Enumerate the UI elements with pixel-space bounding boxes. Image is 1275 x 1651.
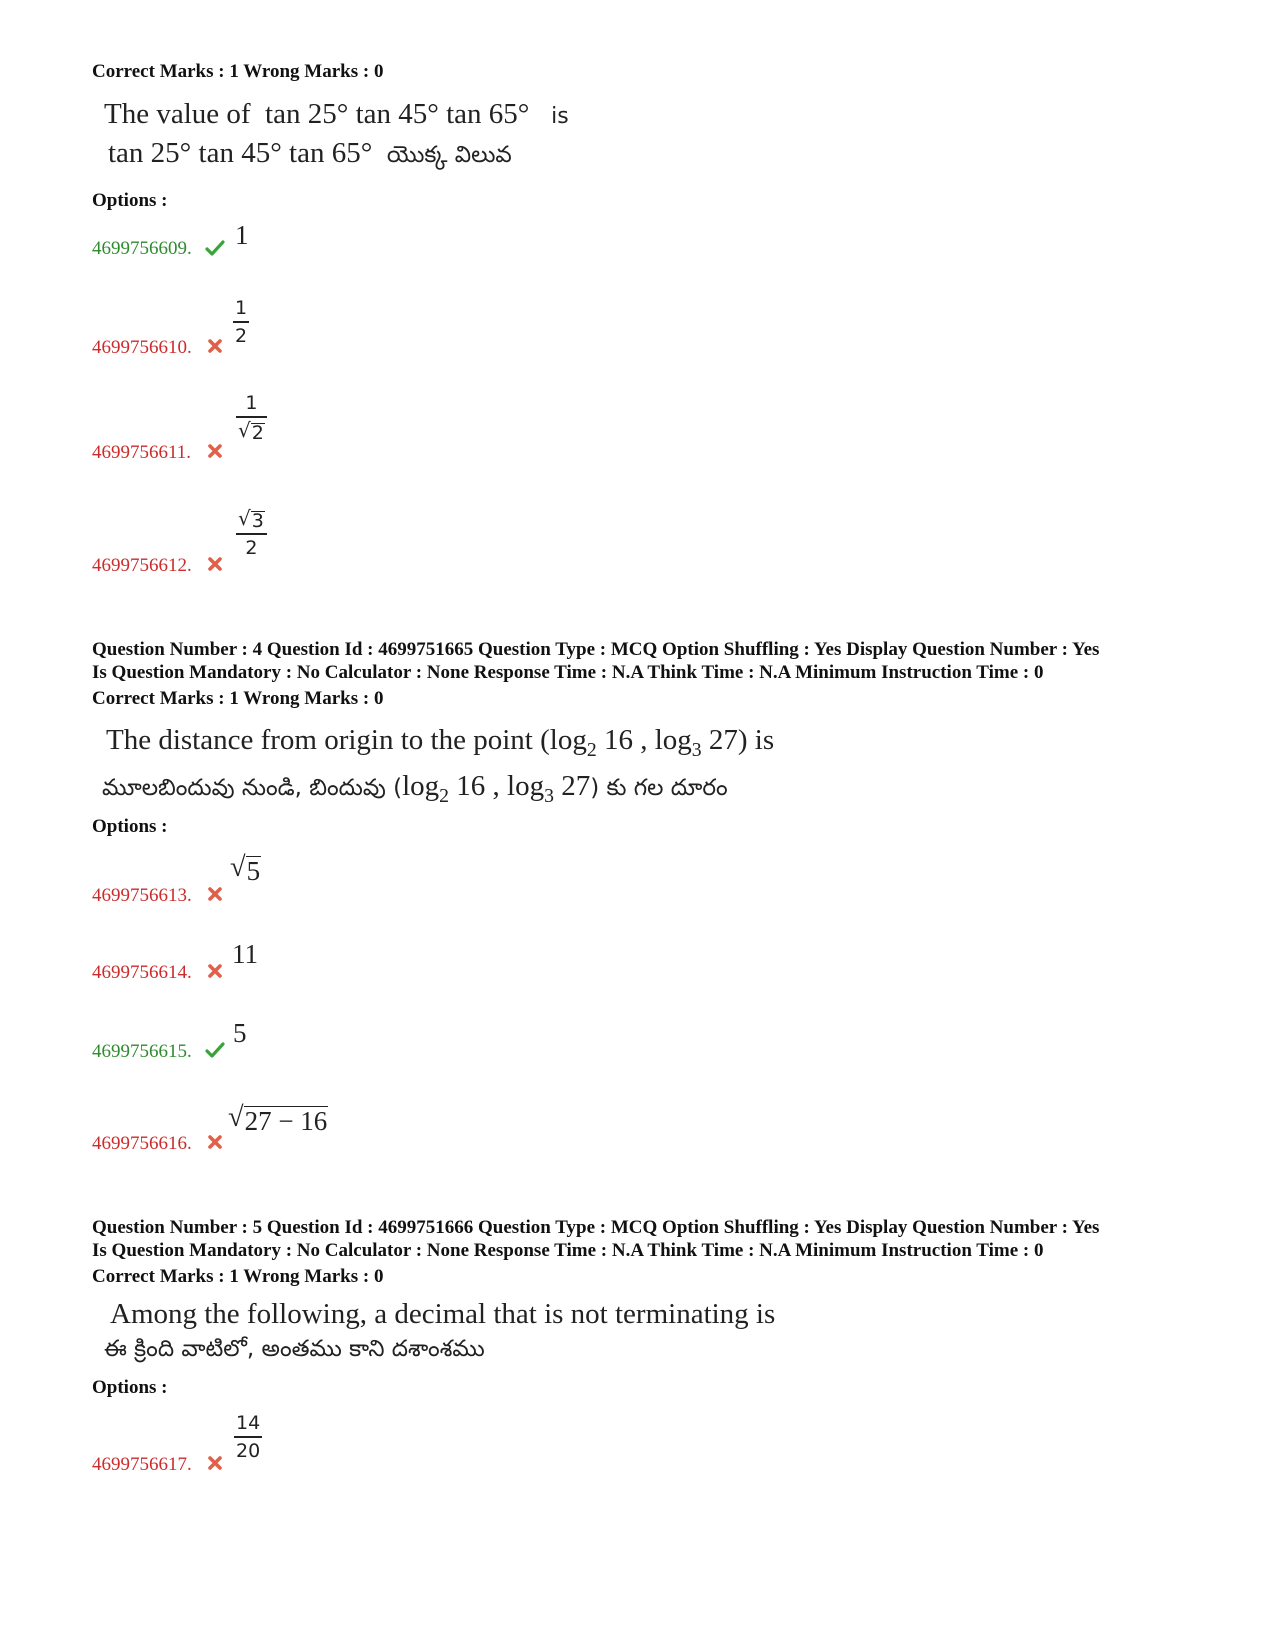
option-id: 4699756611. bbox=[92, 442, 192, 463]
option-id: 4699756609. bbox=[92, 238, 192, 259]
option-value: 5 bbox=[233, 1018, 247, 1048]
question-text bbox=[104, 1296, 776, 1366]
question-meta-line2: Is Question Mandatory : No Calculator : None Response Time : N.A Think Time : N.A Minimum Instruction Time : 0 bbox=[92, 1240, 1044, 1261]
options-label: Options : bbox=[92, 190, 168, 211]
marks-line: Correct Marks : 1 Wrong Marks : 0 bbox=[92, 61, 384, 82]
option-value: √ 5 bbox=[230, 852, 261, 887]
option-id: 4699756614. bbox=[92, 962, 192, 983]
question-text bbox=[104, 96, 569, 173]
option-fraction: √ 3 2 bbox=[236, 508, 267, 559]
question-meta-line1: Question Number : 5 Question Id : 4699751666 Question Type : MCQ Option Shuffling : Yes Display Question Number : Yes bbox=[92, 1217, 1100, 1238]
cross-icon bbox=[205, 336, 225, 356]
question-text-te: ఈ క్రింది వాటిలో, అంతము కాని దశాంశము bbox=[104, 1336, 485, 1362]
option-fraction: 14 20 bbox=[236, 1412, 261, 1462]
option-value: √ 27 − 16 bbox=[228, 1102, 328, 1137]
option-fraction: 1 2 bbox=[235, 297, 248, 347]
option-id: 4699756613. bbox=[92, 885, 192, 906]
cross-icon bbox=[205, 554, 225, 574]
option-value: 1 bbox=[235, 220, 249, 250]
question-meta bbox=[92, 1216, 1099, 1262]
question-text-te: tan 25° tan 45° tan 65° యొక్క విలువ bbox=[108, 137, 512, 169]
question-meta-line1: Question Number : 4 Question Id : 4699751665 Question Type : MCQ Option Shuffling : Yes Display Question Number : Yes bbox=[92, 639, 1100, 660]
marks-line: Correct Marks : 1 Wrong Marks : 0 bbox=[92, 1266, 384, 1287]
question-text-en: The distance from origin to the point ($\log_2$ 16 , $\log_3 27$) is bbox=[106, 724, 775, 761]
check-icon bbox=[205, 1040, 225, 1060]
options-label: Options : bbox=[92, 1377, 168, 1398]
question-text-te: మూలబిందువు నుండి, బిందువు ($\log_2$ 16 , $\log_3 27$) కు గల దూరం bbox=[102, 769, 728, 807]
option-id: 4699756610. bbox=[92, 337, 192, 358]
cross-icon bbox=[205, 884, 225, 904]
cross-icon bbox=[205, 1453, 225, 1473]
cross-icon bbox=[205, 1132, 225, 1152]
cross-icon bbox=[205, 961, 225, 981]
question-meta-line2: Is Question Mandatory : No Calculator : None Response Time : N.A Think Time : N.A Minimum Instruction Time : 0 bbox=[92, 662, 1044, 683]
option-id: 4699756616. bbox=[92, 1133, 192, 1154]
cross-icon bbox=[205, 441, 225, 461]
question-text-en: Among the following, a decimal that is not terminating is bbox=[110, 1298, 776, 1330]
check-icon bbox=[205, 238, 225, 258]
options-label: Options : bbox=[92, 816, 168, 837]
question-text bbox=[102, 722, 775, 814]
question-text-en: The value of tan 25° tan 45° tan 65° is bbox=[104, 98, 569, 130]
option-fraction: 1 √ 2 bbox=[236, 392, 267, 443]
option-value: 11 bbox=[232, 939, 258, 969]
option-id: 4699756617. bbox=[92, 1454, 192, 1475]
option-id: 4699756612. bbox=[92, 555, 192, 576]
marks-line: Correct Marks : 1 Wrong Marks : 0 bbox=[92, 688, 384, 709]
option-id: 4699756615. bbox=[92, 1041, 192, 1062]
question-meta bbox=[92, 638, 1099, 684]
